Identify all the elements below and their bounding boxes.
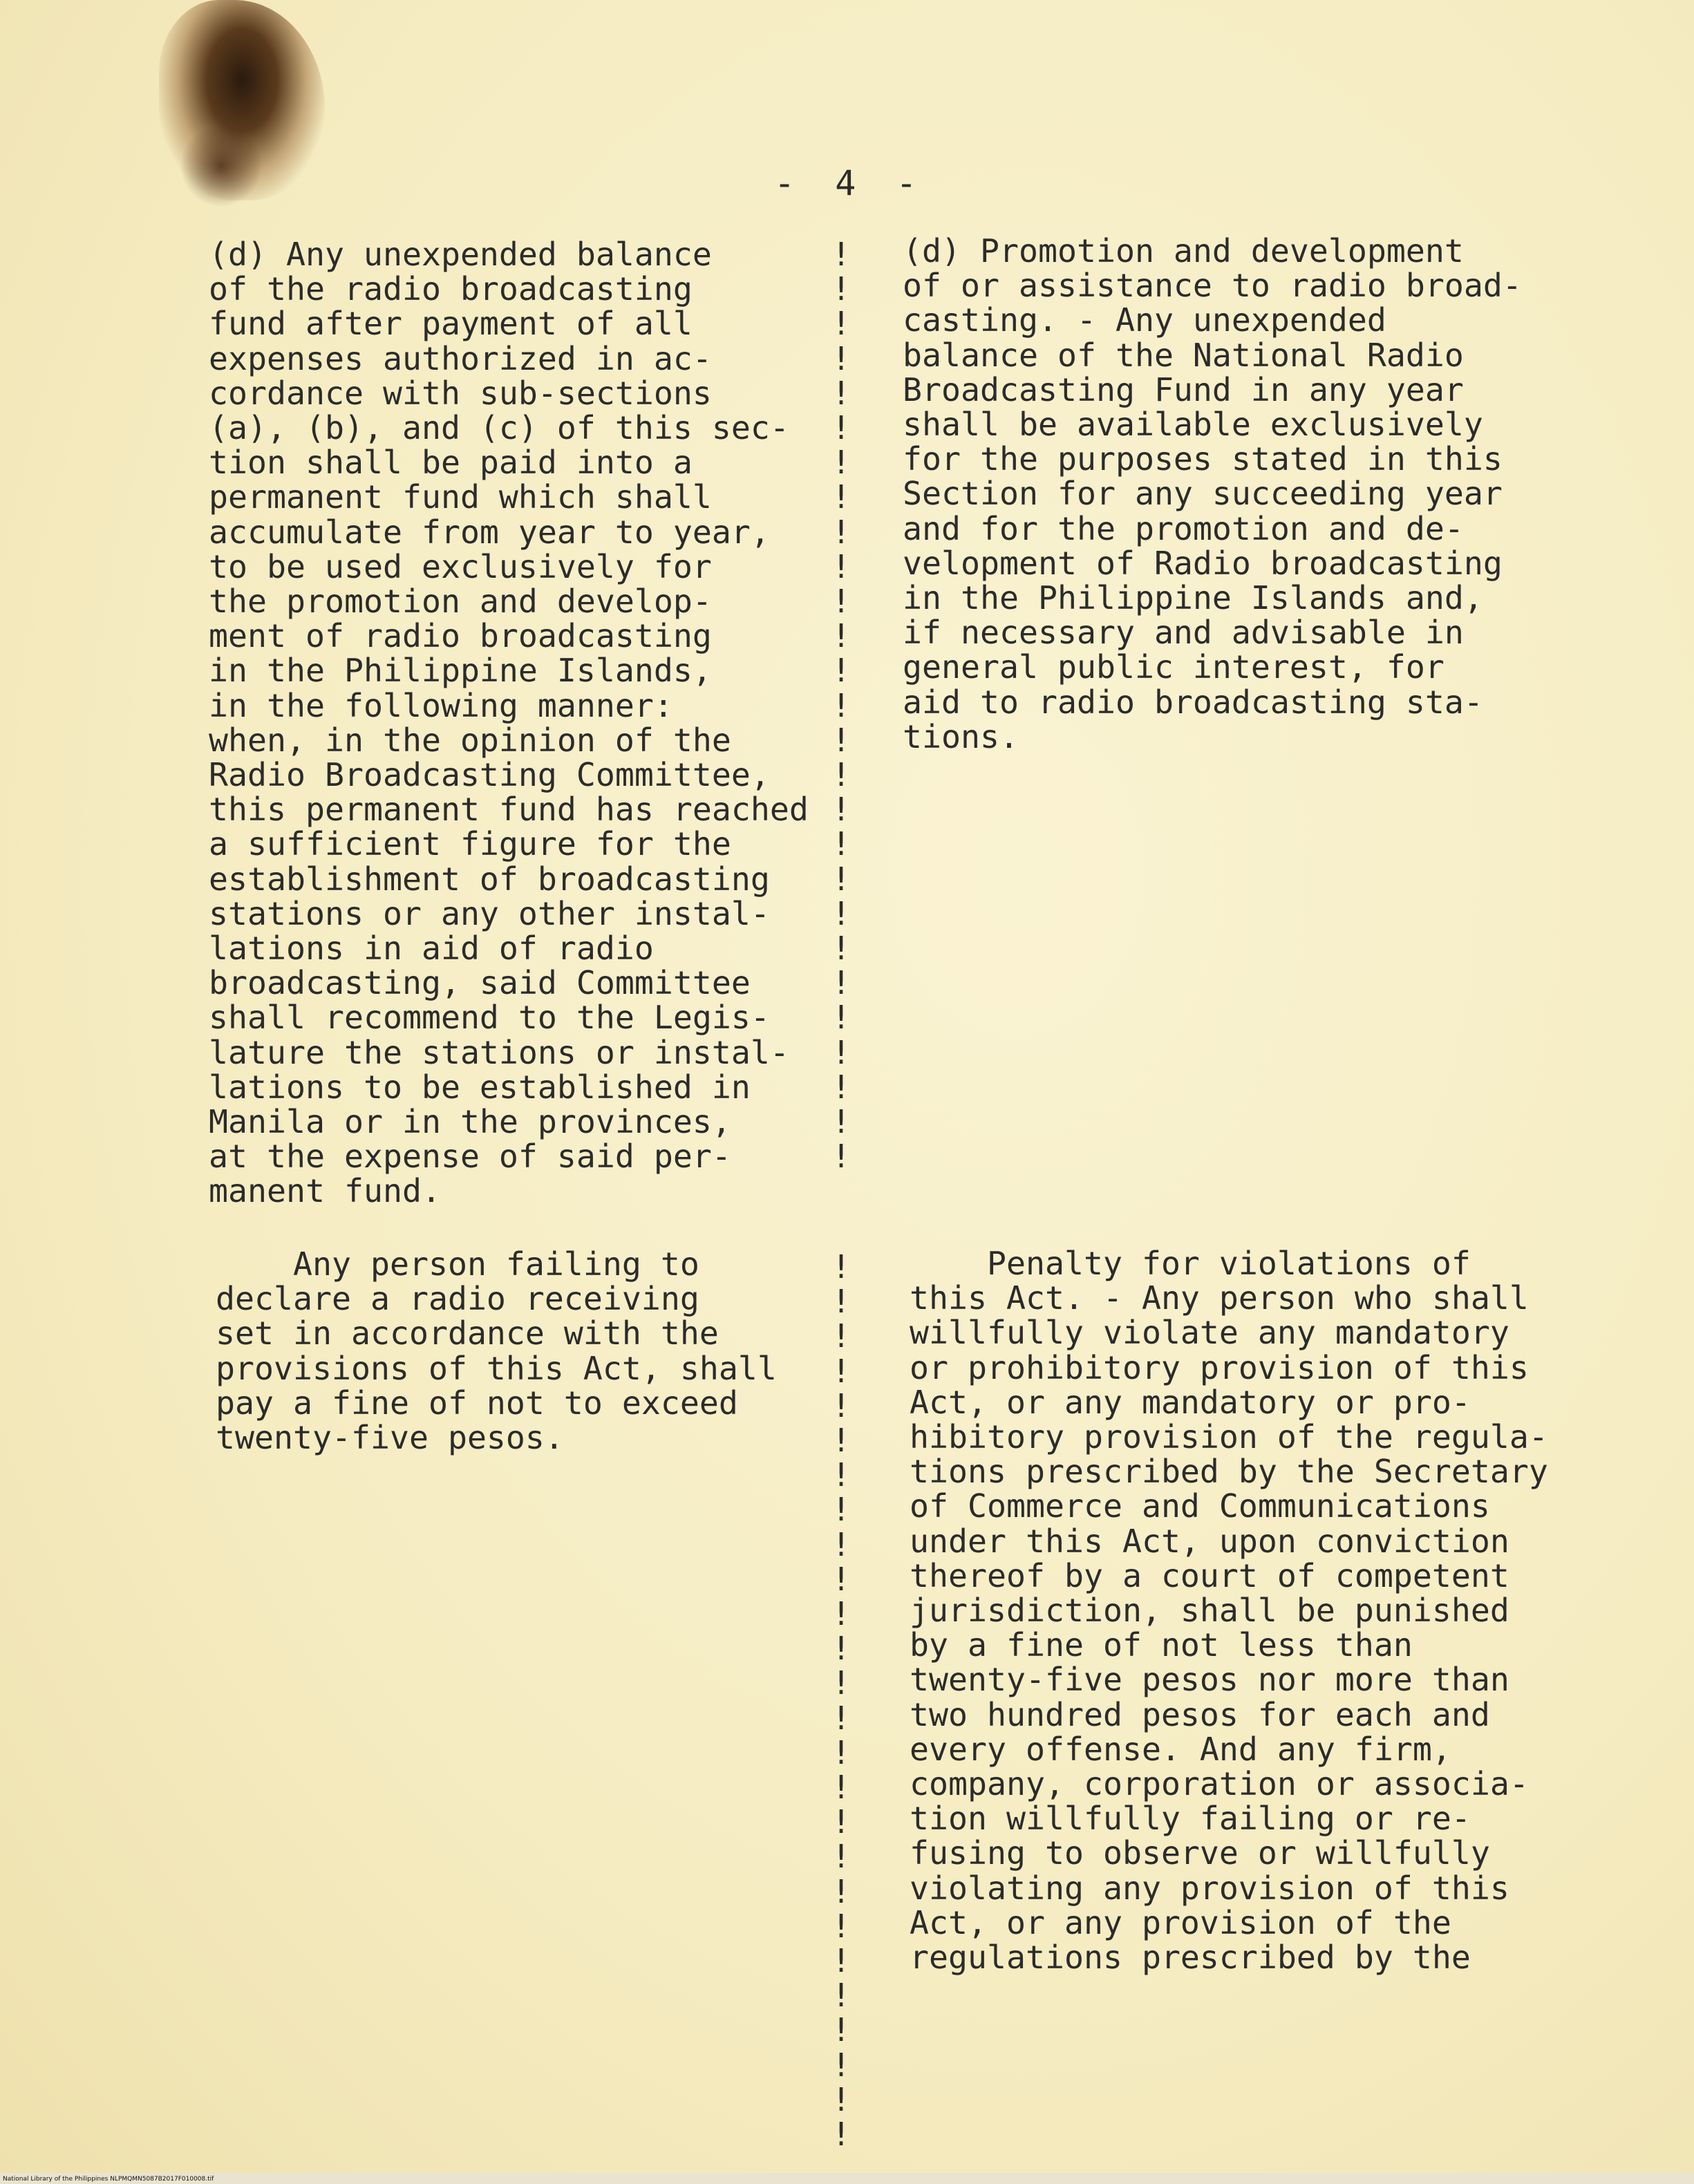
burn-mark-secondary: [180, 124, 263, 207]
section-d-new-text: (d) Promotion and development of or assistance to radio broad- casting. - Any unexpended balance of the National Radio Broadcasting Fund in any year shall be available exclusively for the purposes stated in this Section for any succeeding year and for the promotion and de- velopment of Radio broadcasting in the Philippine Islands and, if necessary and advisable in general public interest, for aid to radio broadcasting sta- tions.: [903, 232, 1522, 755]
penalty-new-text: Penalty for violations of this Act. - Any person who shall willfully violate any mandatory or prohibitory provision of this Act, or any mandatory or pro- hibitory provision of the regula- tions prescribed by the Secretary of Commerce and Communications under this Act, upon conviction thereof by a court of competent jurisdiction, shall be punished by a fine of not less than twenty-five pesos nor more than two hundred pesos for each and every offense. And any firm, company, corporation or associa- tion willfully failing or re- fusing to observe or willfully violating any provision of this Act, or any provision of the regulations prescribed by the: [910, 1245, 1548, 1977]
page-number: - 4 -: [774, 163, 927, 203]
archive-footer: National Library of the Philippines NLPMQMN5087B2017F010008.tif: [3, 2176, 214, 2183]
penalty-old-text: Any person failing to declare a radio receiving set in accordance with the provisions of this Act, shall pay a fine of not to exceed twenty-five pesos.: [216, 1245, 777, 1457]
column-divider-marks: ! ! ! ! ! ! ! ! ! ! ! ! ! ! ! ! ! ! ! ! ! ! ! ! ! !: [831, 1248, 851, 2154]
section-d-old-text: (d) Any unexpended balance of the radio broadcasting fund after payment of all expenses authorized in ac- cordance with sub-sections (a), (b), and (c) of this sec- tion shall be paid into a permanent fund which shall accumulate from year to year, to be used exclusively for the promotion and develop- ment of radio broadcasting in the Philippine Islands, in the following manner: when, in the opinion of the Radio Broadcasting Committee, this permanent fund has reached a sufficient figure for the establishment of broadcasting stations or any other instal- lations in aid of radio broadcasting, said Committee shall recommend to the Legis- lature the stations or instal- lations to be established in Manila or in the provinces, at the expense of said per- manent fund.: [209, 236, 809, 1210]
footer-bar: [0, 2173, 1694, 2184]
column-divider-marks: ! ! ! ! ! ! ! ! ! ! ! ! ! ! ! ! ! ! ! ! ! ! ! ! ! ! !: [831, 236, 851, 1176]
